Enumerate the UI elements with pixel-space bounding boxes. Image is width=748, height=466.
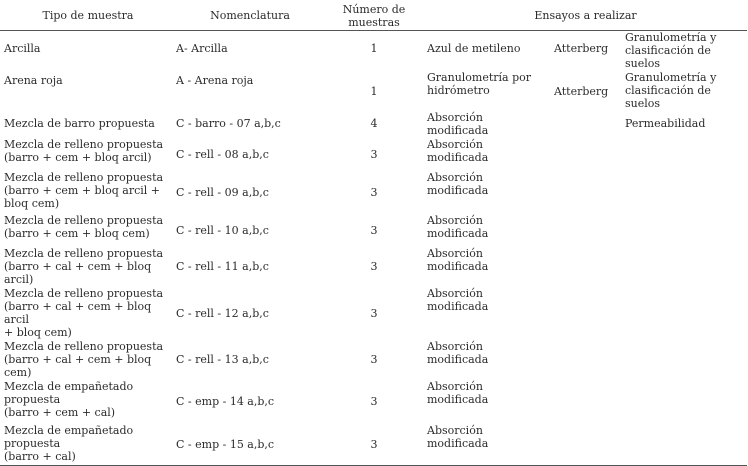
cell-e1 — [424, 137, 554, 170]
e1-line: modificada — [427, 184, 489, 197]
cell-tipo — [0, 423, 176, 465]
e1-line: Absorción — [427, 287, 483, 300]
nom-value: C - rell - 09 a,b,c — [176, 185, 269, 199]
cell-e2 — [554, 286, 625, 339]
e1-line: Absorción — [427, 214, 483, 227]
cell-e1 — [424, 170, 554, 213]
nom-value: A - Arena roja — [176, 74, 254, 87]
num-value: 3 — [370, 353, 378, 366]
nom-value: C - barro - 07 a,b,c — [176, 117, 281, 130]
cell-e1 — [424, 246, 554, 286]
e1-line: Absorción — [427, 380, 483, 393]
table-row — [0, 31, 747, 71]
e1-line: Absorción — [427, 424, 483, 437]
cell-e3 — [625, 111, 747, 137]
e1-line: Azul de metileno — [427, 42, 521, 55]
cell-e3 — [625, 170, 747, 213]
cell-e1 — [424, 423, 554, 465]
e1-line: modificada — [427, 124, 489, 137]
cell-e1 — [424, 213, 554, 246]
cell-tipo — [0, 379, 176, 423]
cell-num — [324, 339, 424, 379]
table-row — [0, 379, 747, 423]
cell-e3 — [625, 286, 747, 339]
cell-e1 — [424, 31, 554, 71]
e2-line: Atterberg — [554, 42, 609, 55]
tipo-line: (barro + cal + cem + bloq cem) — [4, 353, 152, 379]
cell-nom — [176, 213, 324, 246]
cell-tipo — [0, 111, 176, 137]
cell-num — [324, 137, 424, 170]
cell-e2 — [554, 70, 625, 111]
cell-e1 — [424, 379, 554, 423]
e3-line: Granulometría y — [625, 31, 717, 44]
e3-line: Granulometría y — [625, 71, 717, 84]
samples-table — [0, 1, 747, 466]
cell-num — [324, 111, 424, 137]
cell-nom — [176, 423, 324, 465]
num-value: 3 — [370, 260, 378, 273]
table-row — [0, 339, 747, 379]
nom-value: C - emp - 14 a,b,c — [176, 395, 275, 408]
cell-tipo — [0, 213, 176, 246]
e2-line: Atterberg — [554, 85, 609, 98]
cell-e3 — [625, 246, 747, 286]
cell-nom — [176, 286, 324, 339]
cell-e1 — [424, 70, 554, 111]
e1-line: modificada — [427, 393, 489, 406]
cell-e3 — [625, 423, 747, 465]
cell-e3 — [625, 137, 747, 170]
tipo-line: Mezcla de relleno propuesta — [4, 138, 164, 151]
tipo-line: Mezcla de empañetado — [4, 380, 134, 393]
e3-line: clasificación de — [625, 44, 711, 57]
tipo-line: Arcilla — [4, 42, 41, 55]
nom-value: A- Arcilla — [176, 42, 228, 55]
cell-nom — [176, 70, 324, 111]
tipo-line: Mezcla de empañetado — [4, 424, 134, 437]
table-header — [0, 1, 747, 31]
e1-line: modificada — [427, 151, 489, 164]
tipo-line: (barro + cal + cem + bloq arcil — [4, 300, 152, 326]
table-row — [0, 246, 747, 286]
nom-value: C - rell - 12 a,b,c — [176, 306, 269, 320]
cell-nom — [176, 111, 324, 137]
tipo-line: + bloq cem) — [4, 326, 72, 339]
cell-e2 — [554, 137, 625, 170]
num-value: 3 — [370, 395, 378, 408]
cell-tipo — [0, 137, 176, 170]
cell-num — [324, 379, 424, 423]
e1-line: Granulometría por — [427, 71, 532, 84]
tipo-line: Mezcla de relleno propuesta — [4, 287, 164, 300]
cell-e2 — [554, 246, 625, 286]
cell-tipo — [0, 31, 176, 71]
num-value: 3 — [370, 306, 378, 320]
cell-e3 — [625, 379, 747, 423]
tipo-line: bloq cem) — [4, 197, 60, 210]
cell-nom — [176, 339, 324, 379]
tipo-line: (barro + cal + cem + bloq arcil) — [4, 260, 152, 286]
cell-e1 — [424, 286, 554, 339]
header-tipo: Tipo de muestra — [0, 1, 176, 31]
cell-tipo — [0, 339, 176, 379]
e1-line: Absorción — [427, 111, 483, 124]
cell-e3 — [625, 70, 747, 111]
table-row — [0, 111, 747, 137]
e1-line: modificada — [427, 300, 489, 313]
nom-value: C - emp - 15 a,b,c — [176, 437, 275, 451]
tipo-line: Mezcla de barro propuesta — [4, 117, 155, 130]
num-value: 3 — [370, 185, 378, 199]
e3-line: clasificación de — [625, 84, 711, 97]
e1-line: modificada — [427, 353, 489, 366]
cell-e3 — [625, 213, 747, 246]
tipo-line: (barro + cem + bloq arcil) — [4, 151, 152, 164]
cell-e3 — [625, 339, 747, 379]
tipo-line: (barro + cem + cal) — [4, 406, 116, 419]
e1-line: modificada — [427, 260, 489, 273]
num-value: 1 — [370, 85, 378, 98]
table-body — [0, 31, 747, 466]
cell-e1 — [424, 111, 554, 137]
cell-num — [324, 286, 424, 339]
e1-line: modificada — [427, 437, 489, 450]
table-row — [0, 170, 747, 213]
num-value: 3 — [370, 223, 378, 237]
nom-value: C - rell - 13 a,b,c — [176, 353, 269, 366]
header-ensayos: Ensayos a realizar — [424, 1, 747, 31]
cell-e2 — [554, 423, 625, 465]
tipo-line: (barro + cem + bloq cem) — [4, 227, 150, 240]
table-row — [0, 70, 747, 111]
num-value: 4 — [370, 117, 378, 130]
e1-line: hidrómetro — [427, 84, 490, 97]
cell-num — [324, 246, 424, 286]
e1-line: Absorción — [427, 138, 483, 151]
e1-line: modificada — [427, 227, 489, 240]
cell-nom — [176, 31, 324, 71]
num-value: 3 — [370, 147, 378, 161]
cell-num — [324, 213, 424, 246]
table-row — [0, 213, 747, 246]
num-value: 3 — [370, 437, 378, 451]
num-value: 1 — [370, 42, 378, 55]
table-row — [0, 423, 747, 465]
cell-num — [324, 31, 424, 71]
tipo-line: Mezcla de relleno propuesta — [4, 214, 164, 227]
cell-e3 — [625, 31, 747, 71]
cell-num — [324, 170, 424, 213]
e3-line: Permeabilidad — [625, 117, 706, 130]
tipo-line: Mezcla de relleno propuesta — [4, 340, 164, 353]
tipo-line: (barro + cem + bloq arcil + — [4, 184, 160, 197]
nom-value: C - rell - 11 a,b,c — [176, 260, 269, 273]
cell-nom — [176, 379, 324, 423]
cell-tipo — [0, 170, 176, 213]
cell-num — [324, 70, 424, 111]
tipo-line: propuesta — [4, 393, 61, 406]
cell-tipo — [0, 246, 176, 286]
cell-nom — [176, 170, 324, 213]
cell-nom — [176, 137, 324, 170]
table-row — [0, 286, 747, 339]
nom-value: C - rell - 08 a,b,c — [176, 147, 269, 161]
cell-e2 — [554, 111, 625, 137]
cell-e2 — [554, 170, 625, 213]
e3-line: suelos — [625, 57, 661, 70]
cell-nom — [176, 246, 324, 286]
e1-line: Absorción — [427, 340, 483, 353]
nom-value: C - rell - 10 a,b,c — [176, 223, 269, 237]
cell-e2 — [554, 31, 625, 71]
tipo-line: Mezcla de relleno propuesta — [4, 247, 164, 260]
cell-num — [324, 423, 424, 465]
cell-tipo — [0, 70, 176, 111]
cell-e2 — [554, 339, 625, 379]
header-numero: Número de muestras — [324, 1, 424, 31]
tipo-line: Arena roja — [4, 74, 63, 87]
cell-e2 — [554, 379, 625, 423]
tipo-line: propuesta — [4, 437, 61, 450]
e1-line: Absorción — [427, 247, 483, 260]
cell-tipo — [0, 286, 176, 339]
e1-line: Absorción — [427, 171, 483, 184]
header-nomenclatura: Nomenclatura — [176, 1, 324, 31]
tipo-line: Mezcla de relleno propuesta — [4, 171, 164, 184]
cell-e2 — [554, 213, 625, 246]
cell-e1 — [424, 339, 554, 379]
e3-line: suelos — [625, 97, 661, 110]
tipo-line: (barro + cal) — [4, 450, 76, 463]
table-row — [0, 137, 747, 170]
